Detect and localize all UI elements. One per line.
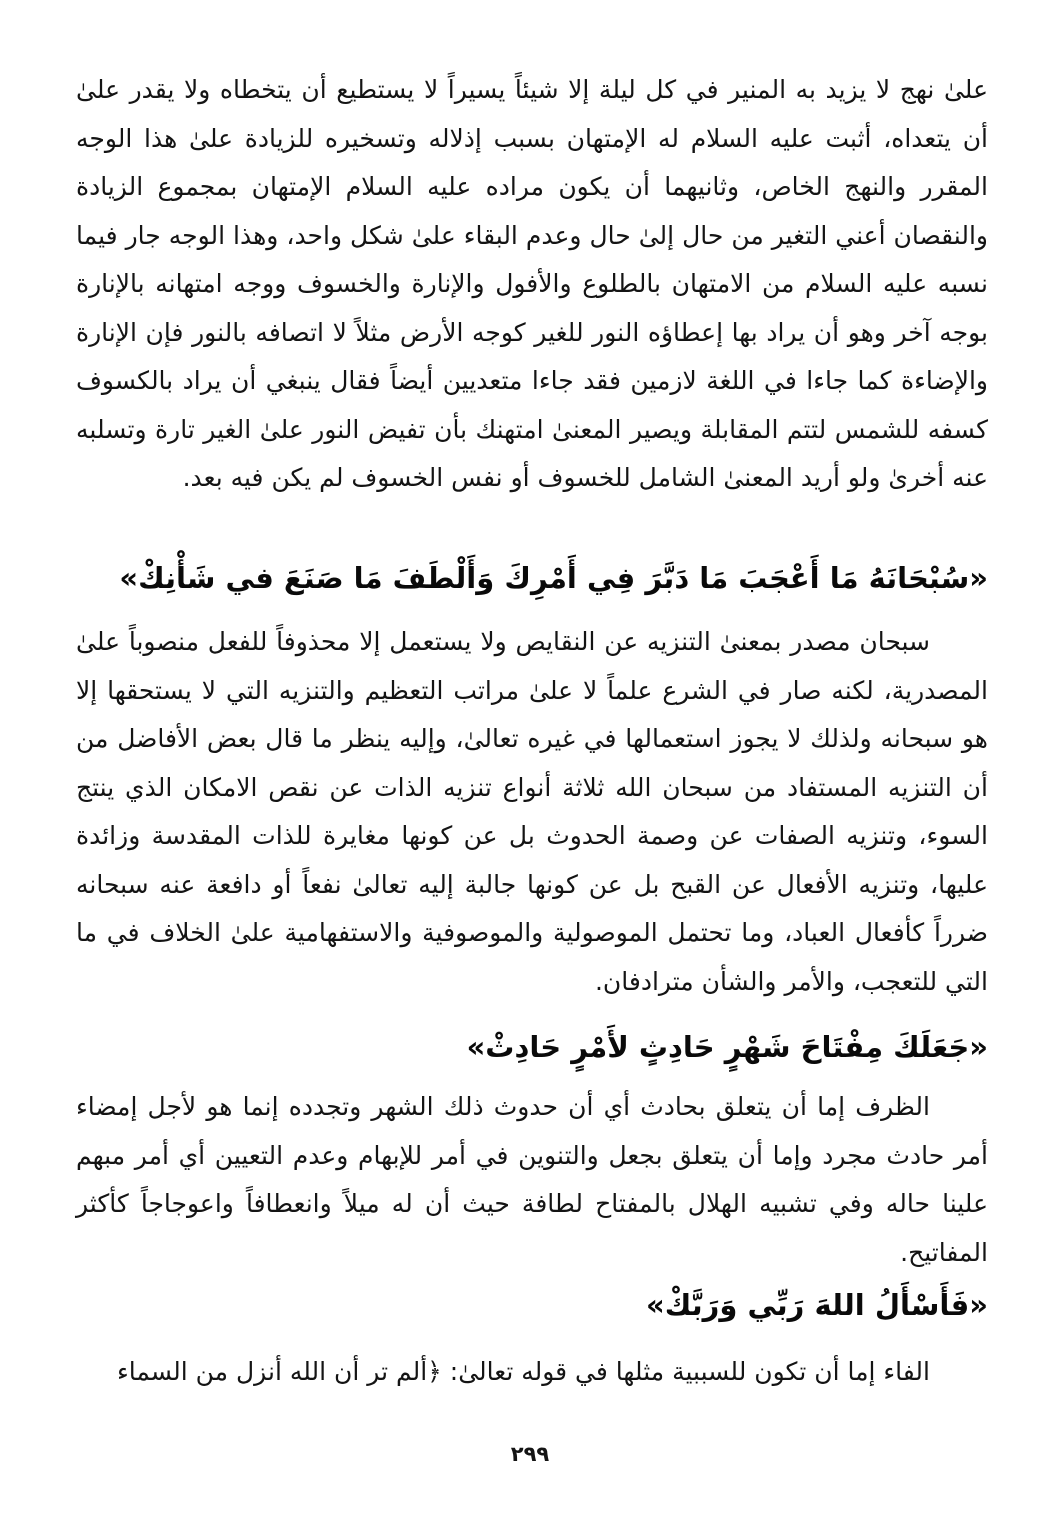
quote-heading-subhanahu: «سُبْحَانَهُ مَا أَعْجَبَ مَا دَبَّرَ فِي أَمْرِكَ وَأَلْطَفَ مَا صَنَعَ في شَأْنِكْ»	[119, 561, 988, 595]
page-number: ٢٩٩	[510, 1442, 550, 1466]
paragraph-zarf-explanation: الظرف إما أن يتعلق بحادث أي أن حدوث ذلك الشهر وتجدده إنما هو لأجل إمضاء أمر حادث مجرد وإما أن يتعلق بجعل والتنوين في أمر للإبهام وعدم التعيين أي أمر مبهم علينا حاله وفي تشبيه الهلال بالمفتاح لطافة حيث أن له ميلاً وانعطافاً واعوجاجاً كأكثر المفاتيح.	[76, 1092, 988, 1267]
paragraph-subhan-explanation: سبحان مصدر بمعنىٰ التنزيه عن النقايص ولا يستعمل إلا محذوفاً للفعل منصوباً علىٰ المصدرية، لكنه صار في الشرع علماً لا علىٰ مراتب التعظيم والتنزيه التي لا يستحقها إلا هو سبحانه ولذلك لا يجوز استعمالها في غيره تعالىٰ، وإليه ينظر ما قال بعض الأفاضل من أن التنزيه المستفاد من سبحان الله ثلاثة أنواع تنزيه الذات عن نقص الامكان الذي ينتج السوء، وتنزيه الصفات عن وصمة الحدوث بل عن كونها مغايرة للذات المقدسة وزائدة عليها، وتنزيه الأفعال عن القبح بل عن كونها جالبة إليه تعالىٰ نفعاً أو دافعة عنه سبحانه ضرراً كأفعال العباد، وما تحتمل الموصولية والموصوفية والاستفهامية علىٰ الخلاف في ما التي للتعجب، والأمر والشأن مترادفان.	[76, 627, 988, 996]
quote-heading-faasalu: «فَأَسْأَلُ اللهَ رَبِّي وَرَبَّكْ»	[646, 1288, 988, 1322]
paragraph-fa-explanation: الفاء إما أن تكون للسببية مثلها في قوله تعالىٰ: ﴿ألم تر أن الله أنزل من السماء	[117, 1357, 930, 1386]
paragraph-moon-interpretation: علىٰ نهج لا يزيد به المنير في كل ليلة إلا شيئاً يسيراً لا يستطيع أن يتخطاه ولا يقدر علىٰ أن يتعداه، أثبت عليه السلام له الإمتهان بسبب إذلاله وتسخيره للزيادة علىٰ هذا الوجه المقرر والنهج الخاص، وثانيهما أن يكون مراده عليه السلام الإمتهان بمجموع الزيادة والنقصان أعني التغير من حال إلىٰ حال وعدم البقاء علىٰ شكل واحد، وهذا الوجه جار فيما نسبه عليه السلام من الامتهان بالطلوع والأفول والإنارة والخسوف ووجه امتهانه بالإنارة بوجه آخر وهو أن يراد بها إعطاؤه النور للغير كوجه الأرض مثلاً لا اتصافه بالنور فإن الإنارة والإضاءة كما جاءا في اللغة لازمين فقد جاءا متعديين أيضاً فقال ينبغي أن يراد بالكسوف كسفه للشمس لتتم المقابلة ويصير المعنىٰ امتهنك بأن تفيض النور علىٰ الغير تارة وتسلبه عنه أخرىٰ ولو أريد المعنىٰ الشامل للخسوف أو نفس الخسوف لم يكن فيه بعد.	[76, 75, 988, 492]
quote-heading-jaalaka: «جَعَلَكَ مِفْتَاحَ شَهْرٍ حَادِثٍ لأَمْرٍ حَادِثْ»	[466, 1030, 988, 1064]
